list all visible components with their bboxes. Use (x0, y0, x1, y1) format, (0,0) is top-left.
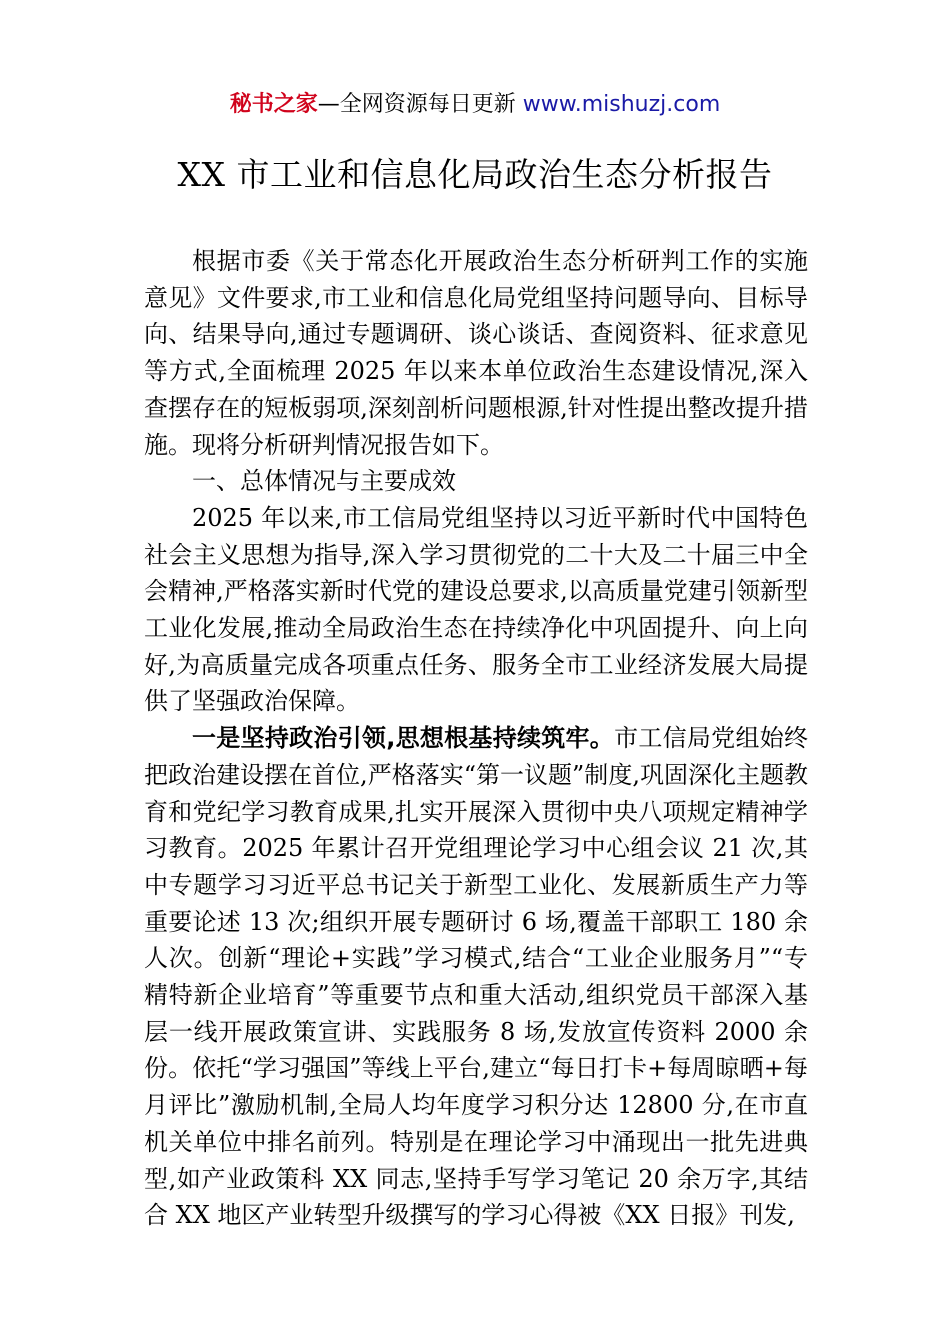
document-body (144, 243, 808, 1234)
site-header (0, 88, 950, 122)
site-slogan: —全网资源每日更新 (317, 92, 523, 117)
point-paragraph (144, 720, 808, 1234)
section-paragraph: 2025 年以来,市工信局党组坚持以习近平新时代中国特色社会主义思想为指导,深入学习贯彻党的二十大及二十届三中全会精神,严格落实新时代党的建设总要求,以高质量党建引领新型工业化发展,推动全局政治生态在持续净化中巩固提升、向上向好,为高质量完成各项重点任务、服务全市工业经济发展大局提供了坚强政治保障。 (144, 503, 808, 716)
site-brand: 秘书之家 (229, 92, 318, 117)
section-heading: 一、总体情况与主要成效 (192, 467, 456, 496)
site-url-link[interactable]: www.mishuzj.com (522, 92, 721, 117)
point-lead: 一是坚持政治引领,思想根基持续筑牢。 (192, 724, 615, 753)
document-title: XX 市工业和信息化局政治生态分析报告 (177, 155, 773, 194)
intro-paragraph: 根据市委《关于常态化开展政治生态分析研判工作的实施意见》文件要求,市工业和信息化局党组坚持问题导向、目标导向、结果导向,通过专题调研、谈心谈话、查阅资料、征求意见等方式,全面梳理 2025 年以来本单位政治生态建设情况,深入查摆存在的短板弱项,深刻剖析问题根源,针对性提出整改提升措施。现将分析研判情况报告如下。 (144, 247, 808, 459)
point-text: 市工信局党组始终把政治建设摆在首位,严格落实“第一议题”制度,巩固深化主题教育和党纪学习教育成果,扎实开展深入贯彻中央八项规定精神学习教育。2025 年累计召开党组理论学习中心组会议 21 次,其中专题学习习近平总书记关于新型工业化、发展新质生产力等重要论述 13 次;组织开展专题研讨 6 场,覆盖干部职工 180 余人次。创新“理论+实践”学习模式,结合“工业企业服务月”“专精特新企业培育”等重要节点和重大活动,组织党员干部深入基层一线开展政策宣讲、实践服务 8 场,发放宣传资料 2000 余份。依托“学习强国”等线上平台,建立“每日打卡+每周晾晒+每月评比”激励机制,全局人均年度学习积分达 12800 分,在市直机关单位中排名前列。特别是在理论学习中涌现出一批先进典型,如产业政策科 XX 同志,坚持手写学习笔记 20 余万字,其结合 XX 地区产业转型升级撰写的学习心得被《XX 日报》刊发, (144, 724, 809, 1230)
